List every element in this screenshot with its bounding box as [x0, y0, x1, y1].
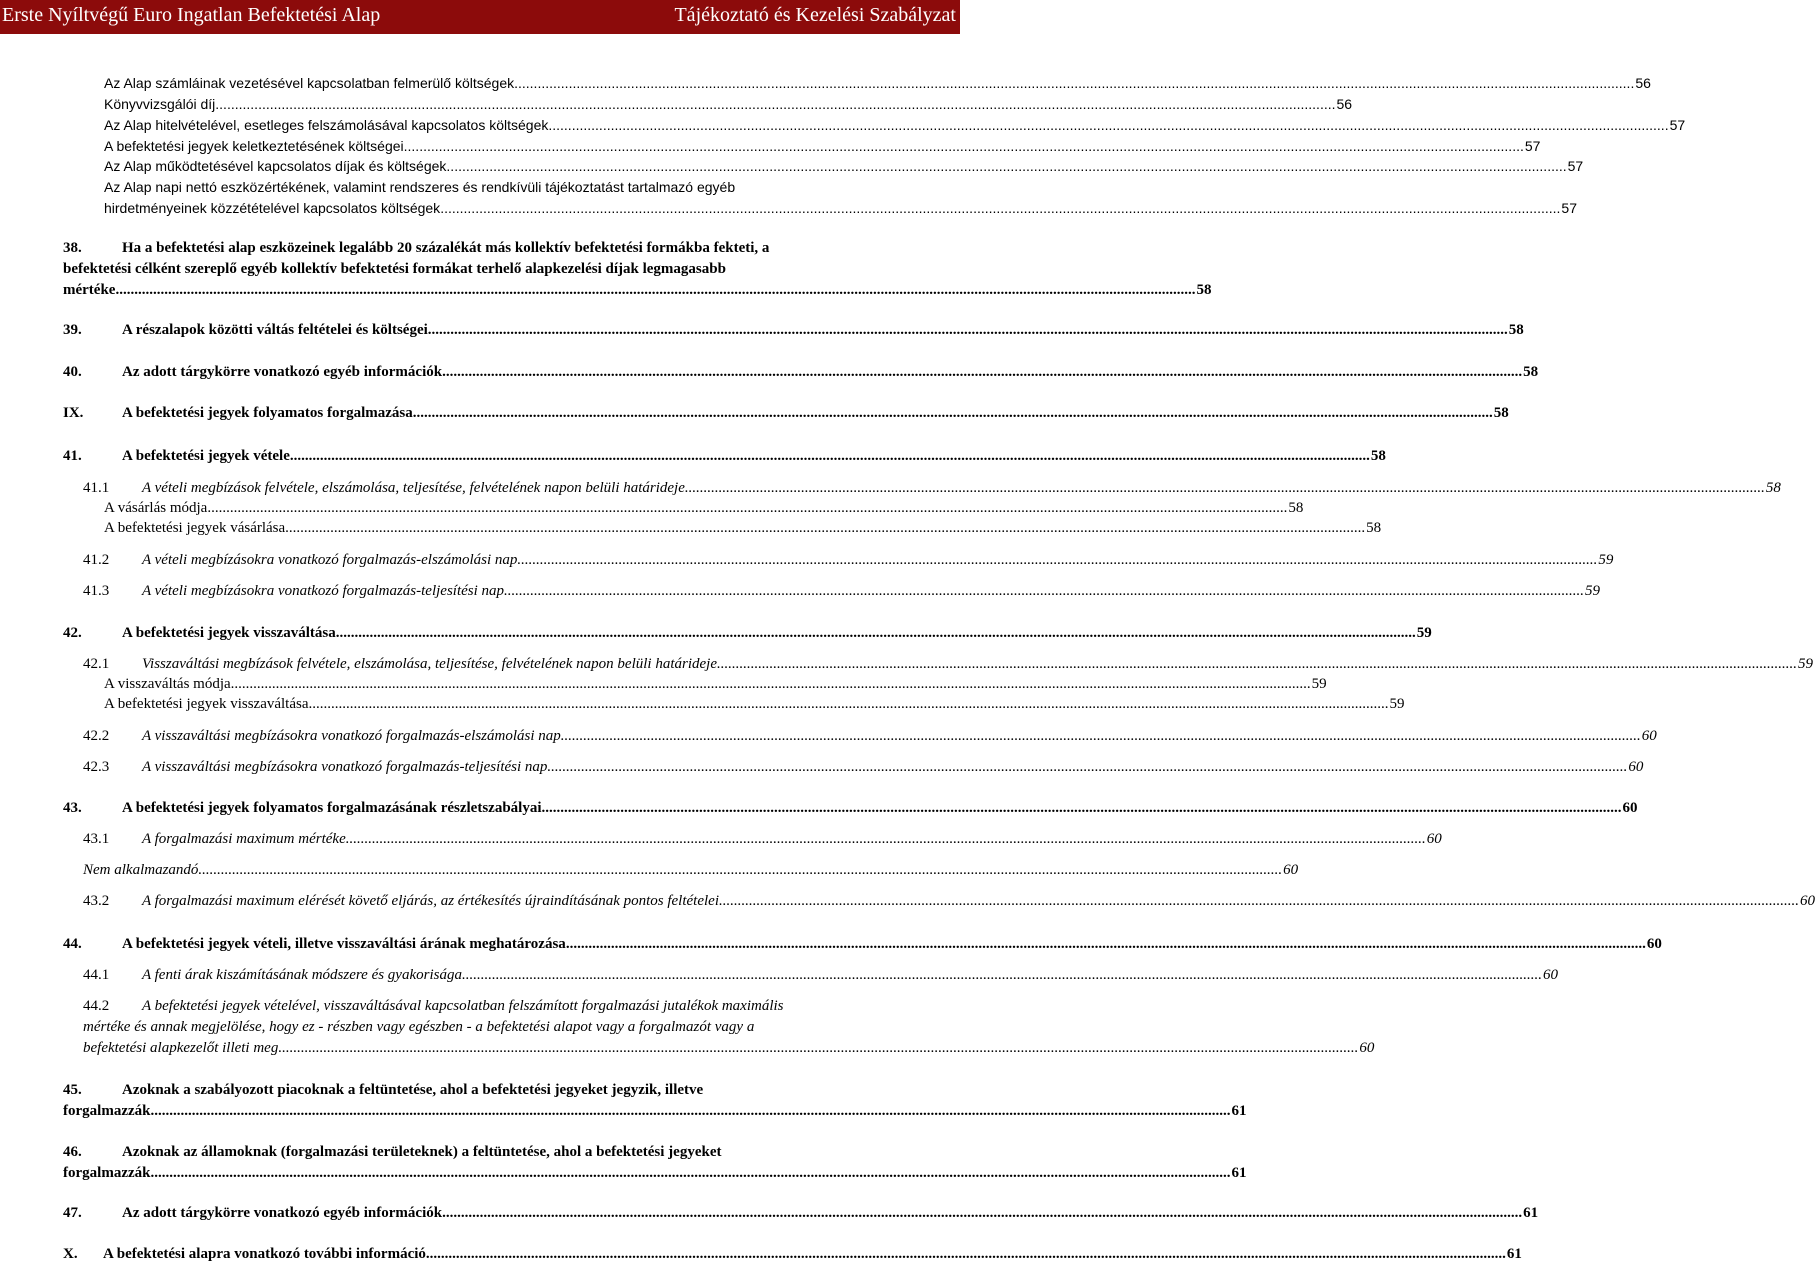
toc-section-number: 42.2: [83, 728, 110, 744]
toc-entry-title: A befektetési jegyek folyamatos forgalmazása: [122, 405, 413, 421]
toc-page-number: 57: [1567, 158, 1584, 174]
toc-page-number: 60: [1622, 800, 1638, 816]
toc-entry-title: A befektetési jegyek folyamatos forgalmazásának részletszabályai: [122, 800, 542, 816]
toc-page-number: 57: [1669, 117, 1686, 133]
toc-entry-title: A visszaváltás módja: [104, 676, 231, 692]
toc-section-number: 41.2: [83, 552, 110, 568]
toc-entry-title: A visszaváltási megbízásokra vonatkozó forgalmazás-teljesítési nap: [142, 759, 548, 775]
toc-page-number: 61: [1523, 1205, 1539, 1221]
toc-entry-title: Az Alap működtetésével kapcsolatos díjak és költségek: [104, 158, 447, 174]
toc-page-number: 58: [1523, 364, 1539, 380]
toc-entry-title: A befektetési jegyek vásárlása: [104, 520, 286, 536]
toc-entry-title-line: A befektetési jegyek vételével, visszaváltásával kapcsolatban felszámított forgalmazási jutalékok maximális: [142, 998, 784, 1014]
toc-section-number: 40.: [63, 364, 82, 380]
toc-section-number: 45.: [63, 1082, 82, 1098]
toc-entry-title: Könyvvizsgálói díj: [104, 96, 216, 112]
toc-page-number: 60: [1426, 831, 1442, 847]
toc-section-number: 41.3: [83, 583, 110, 599]
toc-entry-title-line: Azoknak a szabályozott piacoknak a feltüntetése, ahol a befektetési jegyeket jegyzik, illetve: [122, 1082, 704, 1098]
toc-entry-title: hirdetményeinek közzétételével kapcsolatos költségek: [104, 200, 441, 216]
toc-entry-title: A befektetési jegyek vételi, illetve visszaváltási árának meghatározása: [122, 936, 566, 952]
toc-section-number: 39.: [63, 322, 82, 338]
toc-section-number: 44.: [63, 936, 82, 952]
toc-entry-title: befektetési alapkezelőt illeti meg: [83, 1040, 279, 1056]
toc-section-number: 42.: [63, 625, 82, 641]
toc-page-number: 59: [1311, 676, 1327, 692]
toc-page-number: 58: [1196, 282, 1212, 298]
toc-page-number: 60: [1359, 1040, 1375, 1056]
toc-page-number: 59: [1798, 656, 1813, 672]
toc-entry-title-line: Ha a befektetési alap eszközeinek legalább 20 százalékát más kollektív befektetési formákba fekteti, a: [122, 240, 770, 256]
toc-entry-title: A vételi megbízásokra vonatkozó forgalmazás-teljesítési nap: [142, 583, 505, 599]
toc-entry-title: mértéke: [63, 282, 116, 298]
toc-section-number: 43.2: [83, 893, 110, 909]
toc-entry-title: A vételi megbízásokra vonatkozó forgalmazás-elszámolási nap: [142, 552, 518, 568]
toc-section-number: 44.2: [83, 998, 110, 1014]
toc-entry-title: A befektetési jegyek keletkeztetésének költségei: [104, 138, 404, 154]
toc-section-number: 41.: [63, 448, 82, 464]
toc-entry-title: Visszaváltási megbízások felvétele, elszámolása, teljesítése, felvételének napon belüli határideje: [142, 656, 717, 672]
toc-page-number: 60: [1800, 893, 1815, 909]
toc-entry-title: A vételi megbízások felvétele, elszámolása, teljesítése, felvételének napon belüli határideje: [142, 480, 685, 496]
toc-entry-title: Nem alkalmazandó.: [83, 862, 203, 878]
toc-page-number: 57: [1561, 200, 1577, 216]
toc-entry-title: A befektetési jegyek visszaváltása: [122, 625, 336, 641]
toc-entry-title-line: mértéke és annak megjelölése, hogy ez - részben vagy egészben - a befektetési alapot vagy a forgalmazót vagy a: [83, 1019, 755, 1035]
toc-section-number: 41.1: [83, 480, 110, 496]
toc-section-number: 42.1: [83, 656, 110, 672]
toc-entry-title: A részalapok közötti váltás feltételei és költségei: [122, 322, 428, 338]
toc-section-number: IX.: [63, 405, 84, 421]
toc-page-number: 60: [1628, 759, 1644, 775]
toc-page-number: 58: [1366, 520, 1382, 536]
toc-page-number: 60: [1283, 862, 1299, 878]
toc-page-number: 58: [1493, 405, 1509, 421]
toc-section-number: 43.: [63, 800, 82, 816]
toc-entry-title-line: Azoknak az államoknak (forgalmazási területeknek) a feltüntetése, ahol a befektetési jegyeket: [122, 1144, 722, 1160]
toc-page-number: 59: [1598, 552, 1614, 568]
toc-entry-title: forgalmazzák: [63, 1103, 151, 1119]
toc-entry-title: Az Alap hitelvételével, esetleges felszámolásával kapcsolatos költségek: [104, 117, 549, 133]
toc-page-number: 58: [1370, 448, 1386, 464]
toc-section-number: 43.1: [83, 831, 110, 847]
toc-page-number: 58: [1288, 500, 1304, 516]
toc-page-number: 59: [1389, 696, 1405, 712]
toc-page-number: 60: [1641, 728, 1657, 744]
toc-page-number: 57: [1524, 138, 1541, 154]
toc-section-number: 42.3: [83, 759, 110, 775]
header-document-title: Tájékoztató és Kezelési Szabályzat: [674, 4, 956, 26]
toc-entry-title-line: Az Alap napi nettó eszközértékének, valamint rendszeres és rendkívüli tájékoztatást tartalmazó egyéb: [104, 179, 736, 195]
toc-entry-title: A befektetési jegyek vétele: [122, 448, 290, 464]
toc-entry-title: A visszaváltási megbízásokra vonatkozó forgalmazás-elszámolási nap: [142, 728, 561, 744]
toc-entry-title: A forgalmazási maximum mértéke: [142, 831, 346, 847]
toc-section-number: 38.: [63, 240, 82, 256]
toc-page-number: 56: [1635, 75, 1651, 91]
toc-entry-title: Az Alap számláinak vezetésével kapcsolatban felmerülő költségek: [104, 75, 515, 91]
header-fund-name: Erste Nyíltvégű Euro Ingatlan Befektetési Alap: [2, 4, 381, 26]
toc-page-number: 58: [1508, 322, 1524, 338]
toc-entry-title: forgalmazzák: [63, 1165, 151, 1181]
toc-page-number: 61: [1506, 1246, 1522, 1262]
toc-entry-title: A befektetési jegyek visszaváltása: [104, 696, 309, 712]
toc-page-number: 58: [1765, 480, 1781, 496]
toc-page-number: 59: [1585, 583, 1601, 599]
toc-section-number: 47.: [63, 1205, 82, 1221]
toc-entry-title: Az adott tárgykörre vonatkozó egyéb információk: [122, 364, 443, 380]
toc-section-number: 44.1: [83, 967, 110, 983]
toc-page-number: 59: [1416, 625, 1432, 641]
toc-section-number: 46.: [63, 1144, 82, 1160]
toc-page-number: 60: [1646, 936, 1662, 952]
toc-page-number: 61: [1231, 1165, 1247, 1181]
toc-entry-title: A fenti árak kiszámításának módszere és gyakorisága: [142, 967, 462, 983]
toc-entry-title: A forgalmazási maximum elérését követő eljárás, az értékesítés újraindításának pontos feltételei: [142, 893, 719, 909]
toc-entry-title: A befektetési alapra vonatkozó további információ: [103, 1246, 426, 1262]
toc-entry-title: Az adott tárgykörre vonatkozó egyéb információk: [122, 1205, 443, 1221]
page-header: [0, 0, 960, 34]
toc-entry-title-line: befektetési célként szereplő egyéb kollektív befektetési formákat terhelő alapkezelési díjak legmagasabb: [63, 261, 726, 277]
toc-page-number: 56: [1336, 96, 1353, 112]
toc-entry-title: A vásárlás módja: [104, 500, 208, 516]
toc-section-number: X.: [63, 1246, 78, 1262]
toc-page-number: 61: [1231, 1103, 1247, 1119]
toc-page-number: 60: [1542, 967, 1558, 983]
